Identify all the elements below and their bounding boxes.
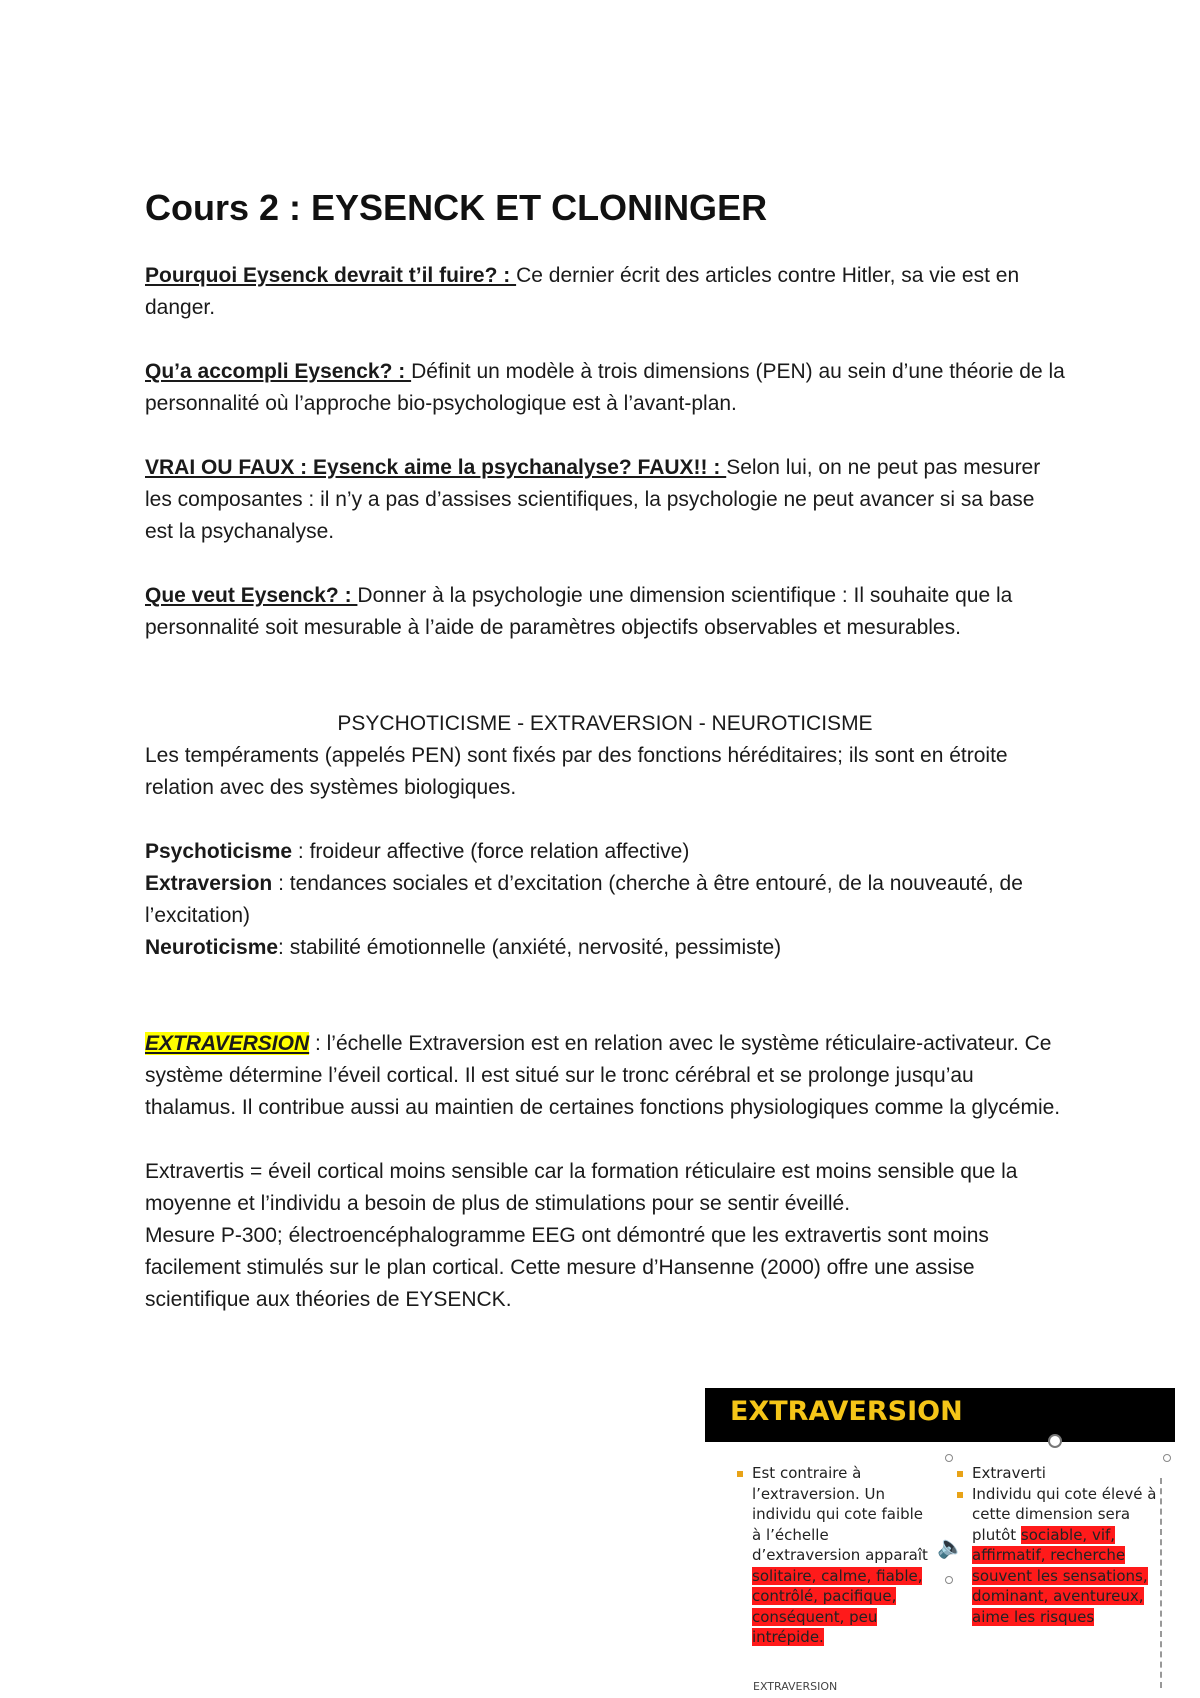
dimension-term: Extraversion bbox=[145, 872, 273, 895]
speaker-icon[interactable]: 🔈 bbox=[937, 1534, 965, 1559]
extraversion-paragraph bbox=[145, 1028, 1065, 1124]
qa-paragraph bbox=[145, 260, 1065, 324]
extraversion-text: : l’échelle Extraversion est en relation avec le système réticulaire-activateur. Ce système détermine l’éveil cortical. Il est situé sur le tronc cérébral et se prolonge jusqu’au thalamus. Il contribue aussi au maintien de certaines fonctions physiologiques comme la glycémie. bbox=[145, 1032, 1061, 1119]
list-item bbox=[955, 1484, 1160, 1628]
qa-answer: Définit un modèle à trois dimensions (PEN) au sein d’une théorie de la personnalité où l’approche bio-psychologique est à l’avant-plan. bbox=[145, 360, 1065, 415]
dimension-line bbox=[145, 868, 1065, 932]
slide-left-column bbox=[735, 1463, 935, 1648]
qa-question: Que veut Eysenck? : bbox=[145, 584, 358, 607]
qa-paragraph bbox=[145, 356, 1065, 420]
selection-border bbox=[1160, 1478, 1162, 1688]
dimension-definition: : tendances sociales et d’excitation (cherche à être entouré, de la nouveauté, de l’excitation) bbox=[145, 872, 1023, 927]
pen-text: Les tempéraments (appelés PEN) sont fixés par des fonctions héréditaires; ils sont en étroite relation avec des systèmes biologiques. bbox=[145, 744, 1008, 799]
resize-handle[interactable] bbox=[945, 1576, 953, 1584]
qa-answer: Ce dernier écrit des articles contre Hitler, sa vie est en danger. bbox=[145, 264, 1020, 319]
dimension-definition: : froideur affective (force relation affective) bbox=[292, 840, 690, 863]
qa-answer: Donner à la psychologie une dimension scientifique : Il souhaite que la personnalité soit mesurable à l’aide de paramètres objectifs observables et mesurables. bbox=[145, 584, 1013, 639]
dimension-line bbox=[145, 836, 1065, 868]
slide-right-highlight: sociable, vif, affirmatif, recherche souvent les sensations, dominant, aventureux, aime les risques bbox=[972, 1525, 1148, 1626]
extraversion-term: EXTRAVERSION bbox=[145, 1032, 310, 1055]
slide-footer: EXTRAVERSION bbox=[753, 1680, 838, 1693]
qa-answer: Selon lui, on ne peut pas mesurer les composantes : il n’y a pas d’assises scientifiques, la psychologie ne peut avancer si sa base est la psychanalyse. bbox=[145, 456, 1041, 543]
qa-paragraph bbox=[145, 452, 1065, 548]
page-title: Cours 2 : EYSENCK ET CLONINGER bbox=[145, 187, 768, 228]
slide-right-column bbox=[955, 1463, 1160, 1627]
slide-left-highlight: solitaire, calme, fiable, contrôlé, pacifique, conséquent, peu intrépide. bbox=[752, 1566, 923, 1646]
slide-title-bar bbox=[705, 1388, 1175, 1442]
dimension-definition: : stabilité émotionnelle (anxiété, nervosité, pessimiste) bbox=[278, 936, 782, 959]
embedded-slide[interactable] bbox=[705, 1388, 1175, 1698]
extravertis-paragraph: Extravertis = éveil cortical moins sensible car la formation réticulaire est moins sensible que la moyenne et l’individu a besoin de plus de stimulations pour se sentir éveillé. bbox=[145, 1160, 1018, 1215]
qa-question: VRAI OU FAUX : Eysenck aime la psychanalyse? FAUX!! : bbox=[145, 456, 727, 479]
rotate-handle[interactable] bbox=[1048, 1434, 1062, 1448]
list-item: Extraverti bbox=[955, 1463, 1160, 1484]
mesure-paragraph: Mesure P-300; électroencéphalogramme EEG ont démontré que les extravertis sont moins facilement stimulés sur le plan cortical. Cette mesure d’Hansenne (2000) offre une assise scientifique aux théories de EYSENCK. bbox=[145, 1224, 989, 1311]
resize-handle[interactable] bbox=[1163, 1454, 1171, 1462]
resize-handle[interactable] bbox=[945, 1454, 953, 1462]
dimension-term: Psychoticisme bbox=[145, 840, 293, 863]
slide-left-text: Est contraire à l’extraversion. Un individu qui cote faible à l’échelle d’extraversion apparaît bbox=[752, 1464, 928, 1564]
slide-right-text: Individu qui cote élevé à cette dimension sera plutôt bbox=[972, 1484, 1157, 1544]
qa-paragraph bbox=[145, 580, 1065, 644]
dimension-line bbox=[145, 932, 1065, 964]
qa-question: Pourquoi Eysenck devrait t’il fuire? : bbox=[145, 264, 517, 287]
list-item bbox=[735, 1463, 935, 1648]
qa-question: Qu’a accompli Eysenck? : bbox=[145, 360, 412, 383]
slide-title: EXTRAVERSION bbox=[730, 1396, 963, 1427]
dimension-term: Neuroticisme bbox=[145, 936, 279, 959]
document-body bbox=[145, 186, 1065, 1316]
pen-heading: PSYCHOTICISME - EXTRAVERSION - NEUROTICISME bbox=[337, 712, 873, 735]
